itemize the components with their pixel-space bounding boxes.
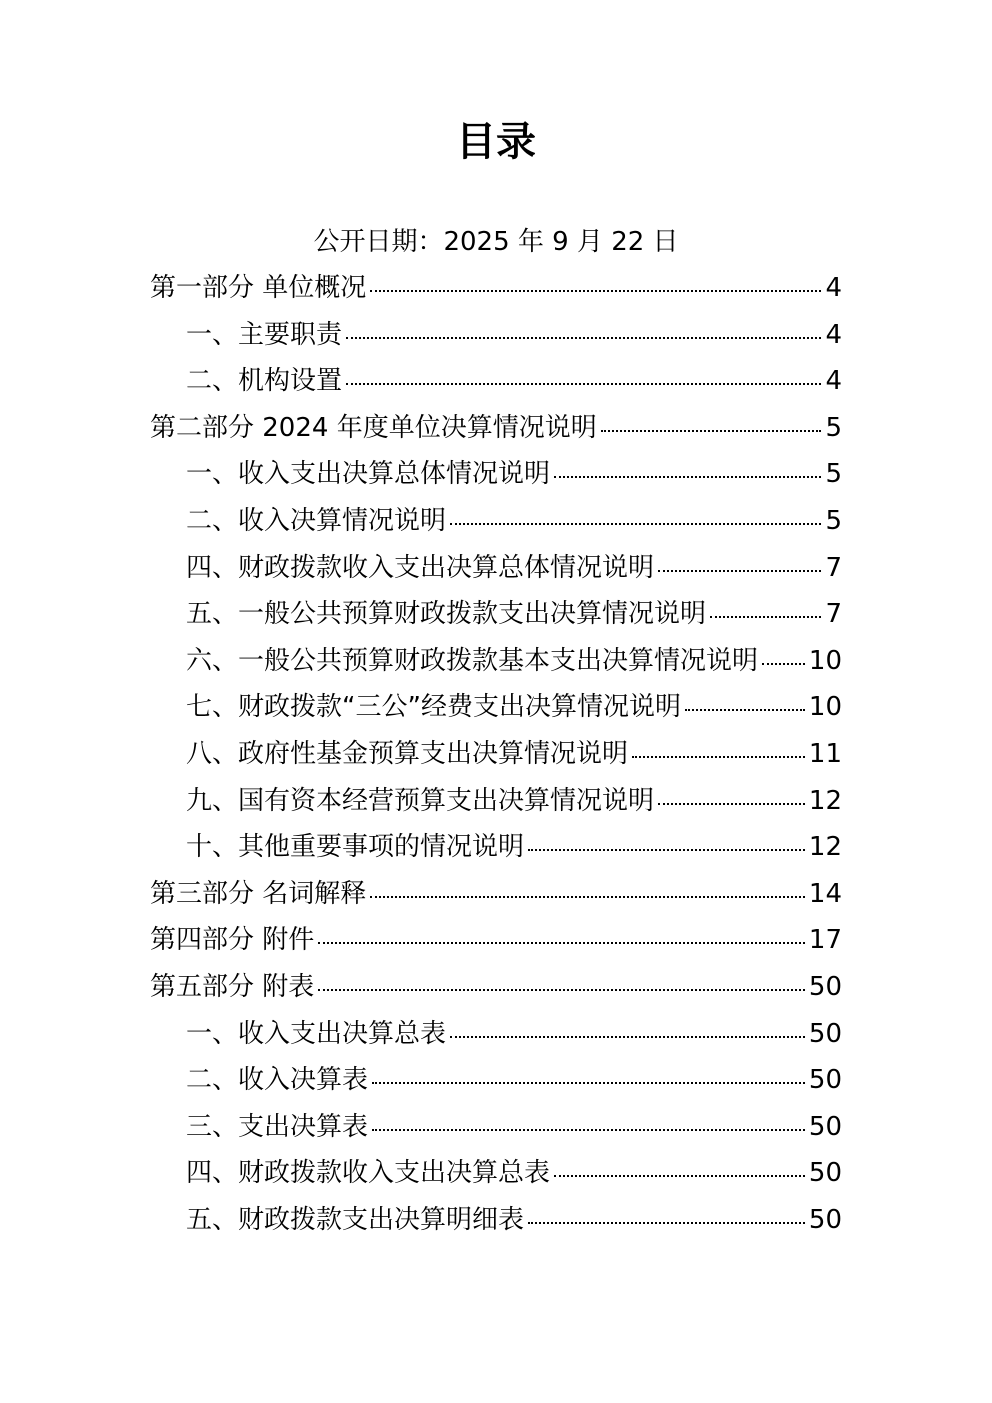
toc-entry-page-number: 7 [825,552,842,583]
toc-entry-page-number: 50 [808,1204,842,1235]
toc-dot-leader [685,709,805,711]
toc-entry[interactable] [150,451,842,498]
toc-entry-label: 五、一般公共预算财政拨款支出决算情况说明 [186,599,707,630]
toc-dot-leader [554,476,821,478]
toc-dot-leader [450,523,821,525]
toc-entry[interactable] [150,731,842,778]
toc-entry-label: 二、机构设置 [186,366,343,397]
toc-entry-page-number: 5 [825,459,842,490]
toc-entry[interactable] [150,1150,842,1197]
toc-entry[interactable] [150,638,842,685]
toc-entry[interactable] [150,591,842,638]
toc-entry[interactable] [150,871,842,918]
toc-dot-leader [372,1129,805,1131]
toc-dot-leader [370,290,821,292]
toc-entry[interactable] [150,1011,842,1058]
toc-entry[interactable] [150,265,842,312]
toc-entry-page-number: 11 [808,738,842,769]
toc-dot-leader [346,337,821,339]
toc-entry-page-number: 4 [825,319,842,350]
toc-entry-label: 第一部分 单位概况 [150,273,367,303]
toc-entry-page-number: 14 [808,878,842,909]
table-of-contents [150,265,842,1243]
toc-dot-leader [658,570,821,572]
toc-entry-page-number: 17 [808,925,842,956]
toc-entry[interactable] [150,312,842,359]
toc-dot-leader [346,383,821,385]
toc-entry-page-number: 5 [825,505,842,536]
toc-dot-leader [528,1222,805,1224]
toc-entry-page-number: 50 [808,1065,842,1096]
toc-entry-page-number: 5 [825,412,842,443]
toc-entry[interactable] [150,824,842,871]
toc-entry-label: 十、其他重要事项的情况说明 [186,832,525,863]
toc-entry-page-number: 50 [808,971,842,1002]
toc-entry[interactable] [150,1057,842,1104]
toc-dot-leader [658,803,805,805]
toc-dot-leader [762,663,805,665]
toc-dot-leader [450,1036,805,1038]
toc-entry[interactable] [150,498,842,545]
toc-entry-label: 第五部分 附表 [150,971,315,1002]
toc-entry-label: 五、财政拨款支出决算明细表 [186,1204,525,1235]
toc-entry[interactable] [150,964,842,1011]
toc-entry[interactable] [150,917,842,964]
toc-entry-label: 三、支出决算表 [186,1111,369,1142]
toc-entry-page-number: 12 [808,785,842,816]
toc-entry-label: 六、一般公共预算财政拨款基本支出决算情况说明 [186,645,759,676]
toc-entry[interactable] [150,358,842,405]
publish-date: 公开日期：2025 年 9 月 22 日 [313,227,679,257]
toc-entry-label: 九、国有资本经营预算支出决算情况说明 [186,785,655,816]
toc-dot-leader [318,989,805,991]
toc-entry-label: 一、主要职责 [186,319,343,350]
toc-entry-label: 第三部分 名词解释 [150,878,367,909]
toc-entry-label: 八、政府性基金预算支出决算情况说明 [186,738,629,769]
toc-entry-label: 四、财政拨款收入支出决算总表 [186,1158,551,1189]
toc-entry-page-number: 50 [808,1158,842,1189]
toc-entry[interactable] [150,545,842,592]
toc-entry-label: 四、财政拨款收入支出决算总体情况说明 [186,552,655,583]
toc-entry-page-number: 7 [825,599,842,630]
toc-dot-leader [601,430,822,432]
toc-dot-leader [554,1175,805,1177]
toc-entry-label: 第四部分 附件 [150,925,315,956]
toc-entry-label: 一、收入支出决算总体情况说明 [186,459,551,490]
toc-entry[interactable] [150,1104,842,1151]
toc-entry[interactable] [150,1197,842,1244]
toc-entry-page-number: 12 [808,832,842,863]
toc-entry-label: 二、收入决算表 [186,1065,369,1096]
toc-entry-page-number: 4 [825,273,842,303]
toc-entry[interactable] [150,684,842,731]
toc-entry-label: 七、财政拨款“三公”经费支出决算情况说明 [186,692,681,723]
toc-entry[interactable] [150,778,842,825]
toc-entry-label: 第二部分 2024 年度单位决算情况说明 [150,412,597,443]
toc-entry-label: 一、收入支出决算总表 [186,1018,447,1049]
toc-dot-leader [370,896,805,898]
toc-dot-leader [318,942,805,944]
toc-entry-page-number: 10 [808,645,842,676]
toc-dot-leader [710,616,821,618]
page-title: 目录 [456,119,536,165]
toc-dot-leader [372,1082,805,1084]
toc-entry-label: 二、收入决算情况说明 [186,505,447,536]
toc-entry-page-number: 10 [808,692,842,723]
toc-entry[interactable] [150,405,842,452]
toc-entry-page-number: 4 [825,366,842,397]
toc-dot-leader [632,756,805,758]
toc-dot-leader [528,849,805,851]
toc-entry-page-number: 50 [808,1018,842,1049]
toc-entry-page-number: 50 [808,1111,842,1142]
